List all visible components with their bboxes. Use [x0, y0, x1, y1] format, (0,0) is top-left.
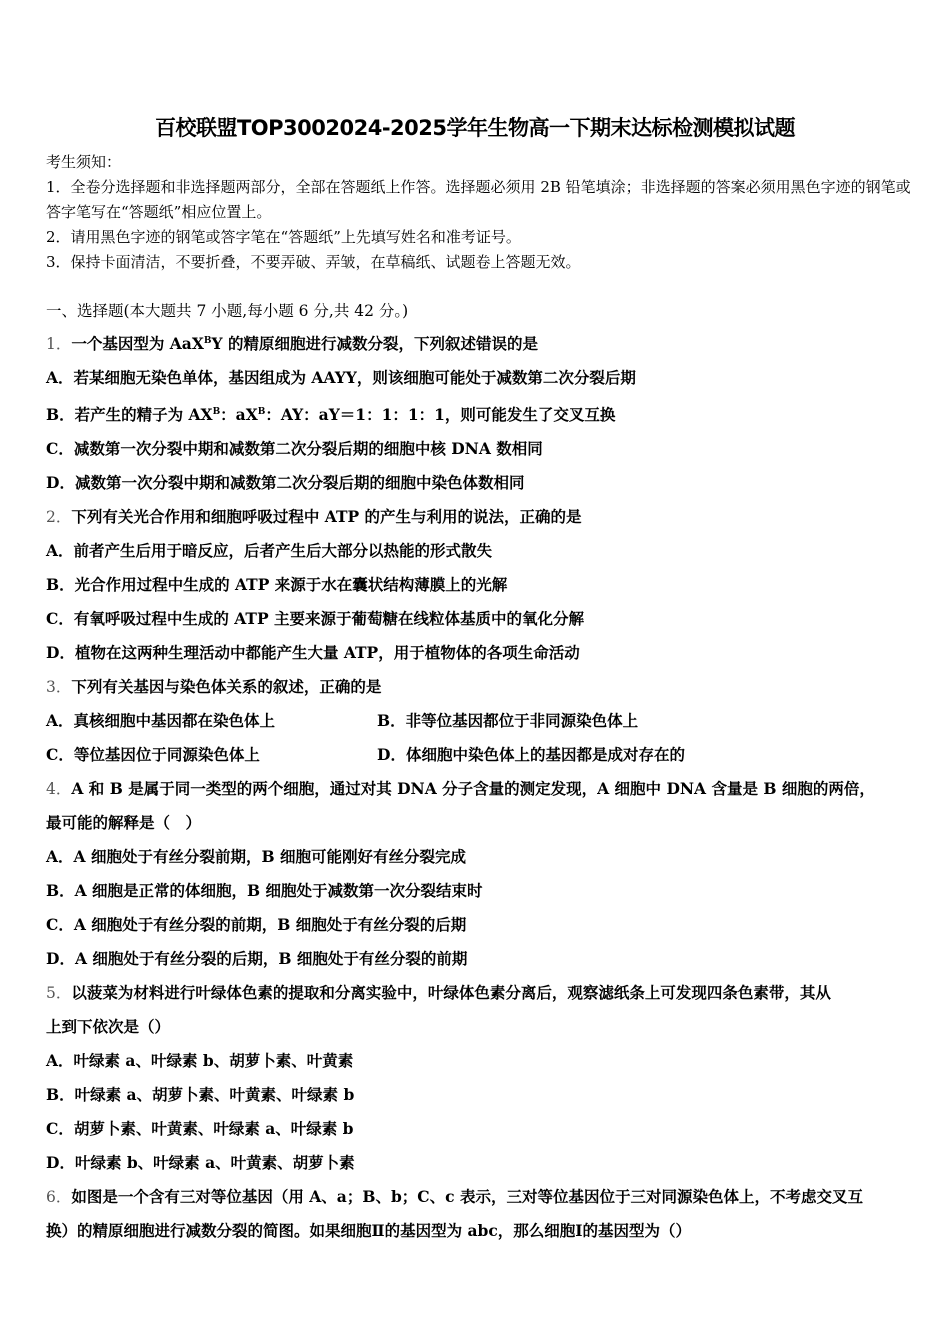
- answer-option: [46, 1078, 916, 1112]
- text-run: C．有氧呼吸过程中生成的 ATP 主要来源于葡萄糖在线粒体基质中的氧化分解: [46, 609, 584, 629]
- answer-option: [46, 942, 916, 976]
- text-run: A 和 B 是属于同一类型的两个细胞，通过对其 DNA 分子含量的测定发现，A 细胞中 DNA 含量是 B 细胞的两倍，: [71, 779, 875, 799]
- notice-item: 3．保持卡面清洁，不要折叠，不要弄破、弄皱，在草稿纸、试题卷上答题无效。: [46, 253, 581, 271]
- answer-option: [46, 908, 916, 942]
- text-run: A．若某细胞无染色单体，基因组成为 AAYY，则该细胞可能处于减数第二次分裂后期: [46, 368, 636, 388]
- answer-option: [46, 466, 916, 500]
- text-run: A．A 细胞处于有丝分裂前期，B 细胞可能刚好有丝分裂完成: [46, 847, 466, 867]
- answer-option: B．非等位基因都位于非同源染色体上: [377, 711, 639, 731]
- text-run: 如图是一个含有三对等位基因（用 A、a；B、b；C、c 表示，三对等位基因位于三对同源染色体上，不考虑交叉互: [71, 1187, 863, 1207]
- notice-item: 1．全卷分选择题和非选择题两部分，全部在答题纸上作答。选择题必须用 2B 铅笔填涂；非选择题的答案必须用黑色字迹的钢笔或答字笔写在“答题纸”相应位置上。: [46, 178, 911, 221]
- question-number: 1．: [46, 335, 72, 354]
- text-run: Y 的精原细胞进行减数分裂，下列叙述错误的是: [211, 334, 538, 354]
- answer-option: [46, 395, 916, 432]
- exam-notice: [46, 150, 916, 275]
- answer-option: [46, 568, 916, 602]
- superscript: B: [203, 336, 212, 346]
- answer-option: [46, 361, 916, 395]
- answer-option: A．真核细胞中基因都在染色体上: [46, 711, 276, 731]
- question-number: 2．: [46, 508, 72, 527]
- text-run: D．A 细胞处于有丝分裂的后期，B 细胞处于有丝分裂的前期: [46, 949, 468, 969]
- text-run: B．若产生的精子为 AX: [46, 405, 213, 425]
- text-run: C．胡萝卜素、叶黄素、叶绿素 a、叶绿素 b: [46, 1119, 354, 1139]
- answer-option-row: [46, 738, 916, 772]
- answer-option: [46, 1112, 916, 1146]
- text-run: A．叶绿素 a、叶绿素 b、胡萝卜素、叶黄素: [46, 1051, 354, 1071]
- answer-option-row: [46, 704, 916, 738]
- text-run: 一个基因型为 AaX: [71, 334, 204, 354]
- answer-option: [46, 432, 916, 466]
- text-run: D．植物在这两种生理活动中都能产生大量 ATP，用于植物体的各项生命活动: [46, 643, 580, 663]
- superscript: B: [212, 407, 221, 418]
- notice-heading: 考生须知：: [46, 153, 122, 171]
- question-stem: [46, 324, 916, 361]
- text-run: 下列有关光合作用和细胞呼吸过程中 ATP 的产生与利用的说法，正确的是: [71, 507, 582, 527]
- question-number: 4．: [46, 780, 72, 799]
- superscript: B: [257, 407, 266, 418]
- text-run: D．叶绿素 b、叶绿素 a、叶黄素、胡萝卜素: [46, 1153, 355, 1173]
- question-stem-continued: 最可能的解释是（ ）: [46, 813, 202, 833]
- text-run: B．A 细胞是正常的体细胞，B 细胞处于减数第一次分裂结束时: [46, 881, 483, 901]
- answer-option: [46, 1044, 916, 1078]
- question-stem-continued: 上到下依次是（）: [46, 1017, 171, 1037]
- question-stem-continued: 换）的精原细胞进行减数分裂的简图。如果细胞Ⅱ的基因型为 abc，那么细胞Ⅰ的基因型为（）: [46, 1221, 692, 1241]
- text-run: ：AY：aY＝1：1：1：1，则可能发生了交叉互换: [265, 405, 616, 425]
- answer-option: D．体细胞中染色体上的基因都是成对存在的: [377, 745, 685, 765]
- answer-option: [46, 874, 916, 908]
- question-number: 3．: [46, 678, 72, 697]
- question-number: 5．: [46, 984, 72, 1003]
- text-run: B．叶绿素 a、胡萝卜素、叶黄素、叶绿素 b: [46, 1085, 355, 1105]
- text-run: 下列有关基因与染色体关系的叙述，正确的是: [71, 677, 382, 697]
- text-run: D．减数第一次分裂中期和减数第二次分裂后期的细胞中染色体数相同: [46, 473, 525, 493]
- answer-option: C．等位基因位于同源染色体上: [46, 745, 260, 765]
- text-run: A．前者产生后用于暗反应，后者产生后大部分以热能的形式散失: [46, 541, 493, 561]
- answer-option: [46, 602, 916, 636]
- question-stem: [46, 1180, 916, 1214]
- question-stem: [46, 670, 916, 704]
- text-run: C．A 细胞处于有丝分裂的前期，B 细胞处于有丝分裂的后期: [46, 915, 467, 935]
- question-stem: [46, 500, 916, 534]
- question-section: [46, 299, 916, 1248]
- text-run: 以菠菜为材料进行叶绿体色素的提取和分离实验中，叶绿体色素分离后，观察滤纸条上可发现四条色素带，其从: [71, 983, 831, 1003]
- text-run: ：aX: [220, 405, 258, 425]
- answer-option: [46, 1146, 916, 1180]
- question-stem: [46, 976, 916, 1010]
- question-number: 6．: [46, 1188, 72, 1207]
- answer-option: [46, 534, 916, 568]
- text-run: B．光合作用过程中生成的 ATP 来源于水在囊状结构薄膜上的光解: [46, 575, 508, 595]
- notice-item: 2．请用黑色字迹的钢笔或答字笔在“答题纸”上先填写姓名和准考证号。: [46, 228, 521, 246]
- page-title: 百校联盟TOP3002024-2025学年生物高一下期末达标检测模拟试题: [154, 116, 795, 140]
- question-stem: [46, 772, 916, 806]
- text-run: C．减数第一次分裂中期和减数第二次分裂后期的细胞中核 DNA 数相同: [46, 439, 543, 459]
- answer-option: [46, 840, 916, 874]
- section-heading: 一、选择题(本大题共 7 小题,每小题 6 分,共 42 分。): [46, 302, 409, 320]
- answer-option: [46, 636, 916, 670]
